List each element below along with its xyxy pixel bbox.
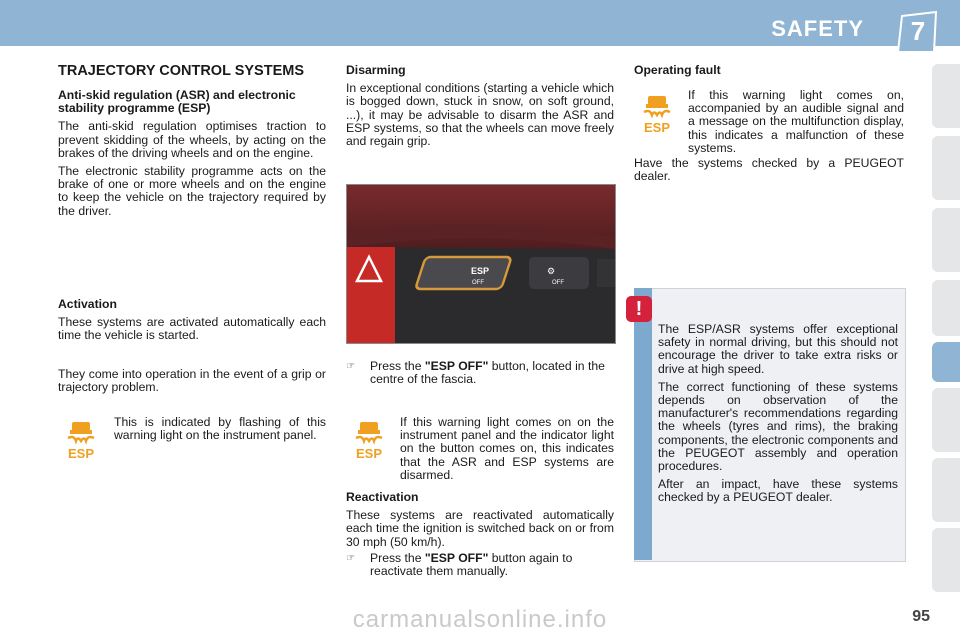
esp-button-off-label: OFF (472, 280, 484, 286)
grip-paragraph: They come into operation in the event of a grip or trajectory problem. (58, 367, 326, 395)
fault-heading: Operating fault (634, 63, 721, 77)
paragraph: The anti-skid regulation optimises traction to prevent skidding of the wheels, by acting on the brakes of the driving wheels and on the engine. (58, 119, 326, 160)
column-2 (346, 64, 614, 153)
bullet-text: Press the (370, 359, 425, 373)
icon-note: This is indicated by flashing of this warning light on the instrument panel. (114, 415, 326, 443)
section-title: SAFETY (771, 16, 864, 41)
esp-warning-icon (64, 420, 98, 460)
fault-paragraph: Have the systems checked by a PEUGEOT dealer. (634, 156, 904, 184)
info-box-text (658, 323, 898, 510)
esp-warning-icon (352, 420, 386, 460)
pointer-icon: ☞ (346, 361, 355, 372)
side-tab[interactable] (932, 388, 960, 452)
subsection-heading: Anti-skid regulation (ASR) and electronic stability programme (ESP) (58, 88, 296, 116)
esp-button-label: ESP (471, 266, 490, 276)
side-tab[interactable] (932, 136, 960, 200)
esp-icon-label: ESP (355, 446, 383, 460)
esp-warning-icon (640, 94, 674, 134)
side-tab[interactable] (932, 208, 960, 272)
esp-icon-label: ESP (643, 120, 671, 134)
bullet-text: button, located in the centre of the fascia. (370, 359, 605, 387)
paragraph: The ESP/ASR systems offer exceptional safety in normal driving, but this should not encourage the driver to take extra risks or drive at high speed. (658, 322, 898, 376)
bullet-press-esp-off-again (346, 552, 614, 578)
svg-text:⚙: ⚙ (547, 266, 556, 276)
second-button-off-label: OFF (552, 280, 564, 286)
icon-note: If this warning light comes on on the instrument panel and the indicator light on the button comes on, this indicates that the ASR and ESP systems are disarmed. (400, 415, 614, 482)
activation-block (58, 298, 326, 348)
section-heading: TRAJECTORY CONTROL SYSTEMS (58, 63, 304, 79)
paragraph: The electronic stability programme acts on the brake of one or more wheels and on the engine to keep the vehicle on the trajectory required by the driver. (58, 164, 326, 218)
bullet-text: Press the (370, 551, 425, 565)
bullet-bold: "ESP OFF" (424, 359, 489, 373)
warning-icon: ! (626, 296, 652, 322)
activation-heading: Activation (58, 297, 117, 311)
pointer-icon: ☞ (346, 553, 355, 564)
reactivation-heading: Reactivation (346, 490, 419, 504)
dashboard-photo (346, 184, 616, 344)
watermark: carmanualsonline.info (352, 606, 608, 633)
column-1 (58, 64, 326, 223)
side-tab[interactable] (932, 528, 960, 592)
bullet-press-esp-off (346, 360, 614, 386)
chapter-badge (896, 10, 940, 54)
info-box-accent (634, 288, 652, 560)
side-tab[interactable] (932, 280, 960, 336)
bullet-text: button again to reactivate them manually. (370, 551, 573, 579)
disarming-heading: Disarming (346, 63, 406, 77)
side-tab-current[interactable] (932, 342, 960, 382)
paragraph: After an impact, have these systems checked by a PEUGEOT dealer. (658, 477, 898, 505)
paragraph: These systems are activated automatically each time the vehicle is started. (58, 315, 326, 343)
side-tab[interactable] (932, 458, 960, 522)
esp-icon-label: ESP (67, 446, 95, 460)
page-number: 95 (912, 608, 930, 625)
fault-icon-note: If this warning light comes on, accompanied by an audible signal and a message on the multifunction display, this indicates a malfunction of these systems. (688, 88, 904, 155)
reactivation-block (346, 491, 614, 554)
bullet-bold: "ESP OFF" (424, 551, 489, 565)
side-tab[interactable] (932, 64, 960, 128)
paragraph: The correct functioning of these systems depends on observation of the manufacturer's recommendations regarding the wheels (tyres and rims), the braking components, the electronic components and the PEUGEOT assembly and operation procedures. (658, 379, 898, 474)
paragraph: These systems are reactivated automatically each time the ignition is switched back on or from 30 mph (50 km/h). (346, 508, 614, 549)
paragraph: In exceptional conditions (starting a vehicle which is bogged down, stuck in snow, on soft ground, ...), it may be advisable to disarm the ASR and ESP systems, so that the wheels can move freely and regain grip. (346, 81, 614, 149)
chapter-number: 7 (910, 16, 926, 46)
fault-heading-block (634, 64, 904, 82)
